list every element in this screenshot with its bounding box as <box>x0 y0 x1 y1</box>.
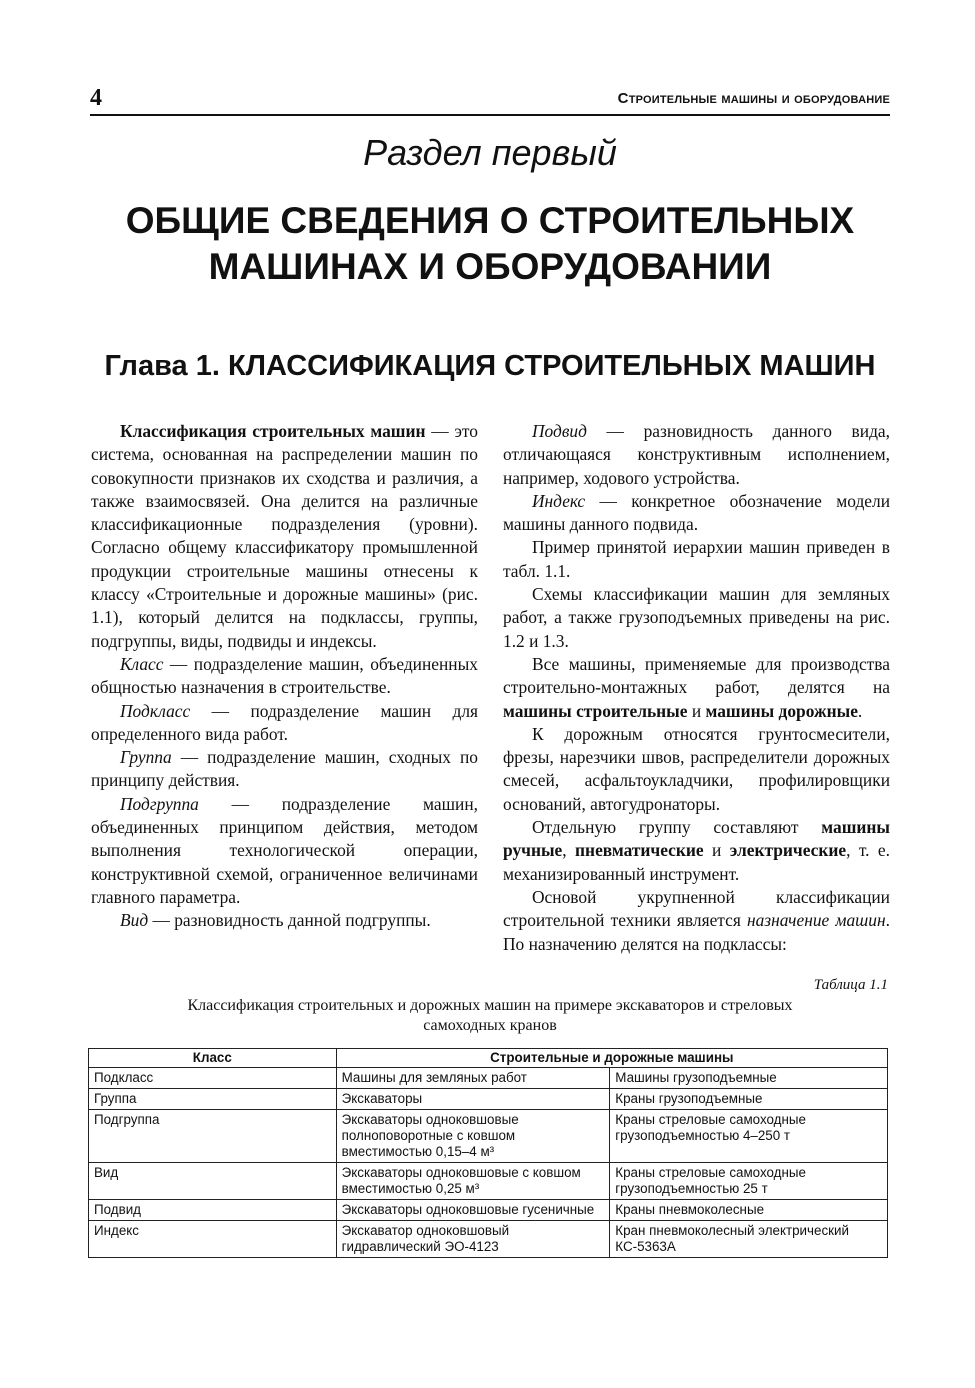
paragraph: Схемы классификации машин для земляных работ, а также грузоподъемных приведены на рис. 1.2 и 1.3. <box>503 584 890 651</box>
table-caption: Таблица 1.1 <box>813 977 888 993</box>
paragraph-text: — подразделение машин для определенного вида работ. <box>91 700 478 744</box>
paragraph-text: , <box>562 840 576 861</box>
table-title-line-1: Классификация строительных и дорожных машин на примере экскаваторов и стреловых <box>187 997 793 1014</box>
term: Подгруппа <box>120 793 199 814</box>
term: Подкласс <box>120 700 191 721</box>
header-rule <box>90 114 890 116</box>
main-title <box>90 198 890 290</box>
paragraph <box>503 816 890 886</box>
term: машины ручные <box>503 817 890 861</box>
term: Группа <box>120 747 172 768</box>
term: Классификация строительных машин <box>120 421 426 441</box>
term: назначение машин <box>746 910 886 931</box>
row-label: Подвид <box>89 1200 337 1221</box>
term: Подвид <box>532 421 587 441</box>
term: пневматические <box>575 840 704 861</box>
table-row <box>89 1200 888 1221</box>
crane-cell: Краны стреловые самоходные грузоподъемностью 4–250 т <box>610 1110 888 1163</box>
table-row <box>89 1221 888 1258</box>
table-title-line-2: самоходных кранов <box>423 1017 557 1034</box>
paragraph <box>91 653 478 700</box>
paragraph-text: Отдельную группу составляют <box>532 817 822 838</box>
excavator-cell: Экскаваторы <box>336 1089 610 1110</box>
paragraph-text: Основой укрупненной классификации строительной техники является <box>503 886 890 931</box>
page-header <box>90 86 890 112</box>
right-column <box>503 420 890 956</box>
main-title-line-2: МАШИНАХ И ОБОРУДОВАНИИ <box>208 246 772 287</box>
table-row <box>89 1068 888 1089</box>
paragraph-text: и <box>687 700 706 721</box>
paragraph-text: — подразделение машин, объединенных общностью назначения в строительстве. <box>91 653 478 698</box>
term: электрические <box>729 840 847 861</box>
paragraph-text: и <box>703 840 730 861</box>
excavator-cell: Экскаваторы одноковшовые гусеничные <box>336 1200 610 1221</box>
term: Класс <box>120 653 164 674</box>
classification-table <box>88 1048 888 1258</box>
paragraph <box>503 490 890 537</box>
paragraph-text: — это система, основанная на распределении машин по совокупности признаков их сходства и различия, а также взаимосвязей. Она делится на различные классификационные подразделения (уровни). Согласно общему классификатору промышленной продукции строительные машины отнесены к классу «Строительные и дорожные машины» (рис. 1.1), который делится на подклассы, группы, подгруппы, виды, подвиды и индексы. <box>91 421 478 651</box>
paragraph <box>503 886 890 956</box>
paragraph <box>91 420 478 653</box>
row-label: Индекс <box>89 1221 337 1258</box>
paragraph-text: , т. е. механизированный инструмент. <box>503 840 890 884</box>
paragraph: Пример принятой иерархии машин приведен в табл. 1.1. <box>503 537 890 581</box>
row-label: Группа <box>89 1089 337 1110</box>
crane-cell: Краны стреловые самоходные грузоподъемностью 25 т <box>610 1163 888 1200</box>
term: машины дорожные <box>705 700 858 721</box>
row-label: Подкласс <box>89 1068 337 1089</box>
term: Вид <box>120 910 149 931</box>
paragraph: К дорожным относятся грунтосмесители, фрезы, нарезчики швов, распределители дорожных смесей, асфальтоукладчики, профилировщики оснований, автогудронаторы. <box>503 723 890 814</box>
row-label: Вид <box>89 1163 337 1200</box>
excavator-cell: Машины для земляных работ <box>336 1068 610 1089</box>
chapter-title: Глава 1. КЛАССИФИКАЦИЯ СТРОИТЕЛЬНЫХ МАШИН <box>104 350 876 382</box>
header-cell-class: Класс <box>89 1049 337 1068</box>
paragraph <box>91 793 478 909</box>
excavator-cell: Экскаваторы одноковшовые полноповоротные с ковшом вместимостью 0,15–4 м³ <box>336 1110 610 1163</box>
paragraph-text: . <box>857 700 863 721</box>
paragraph-text: — разновидность данного вида, отличающаяся конструктивным исполнением, например, ходового устройства. <box>503 421 890 488</box>
term: Индекс <box>532 490 586 511</box>
page-number: 4 <box>90 85 102 111</box>
crane-cell: Машины грузоподъемные <box>610 1068 888 1089</box>
paragraph <box>91 746 478 793</box>
paragraph-text: — подразделение машин, сходных по принципу действия. <box>91 747 478 791</box>
paragraph-text: — подразделение машин, объединенных принципом действия, методом выполнения технологической операции, конструктивной схемой, ограниченное величинами главного параметра. <box>91 793 478 907</box>
paragraph <box>503 653 890 723</box>
excavator-cell: Экскаватор одноковшовый гидравлический ЭО-4123 <box>336 1221 610 1258</box>
header-cell-machines: Строительные и дорожные машины <box>336 1049 887 1068</box>
paragraph-text: — разновидность данной подгруппы. <box>148 910 431 931</box>
table-header-row <box>89 1049 888 1068</box>
table-row <box>89 1110 888 1163</box>
crane-cell: Кран пневмоколесный электрический КС-5363А <box>610 1221 888 1258</box>
paragraph <box>91 700 478 747</box>
paragraph <box>91 909 478 932</box>
crane-cell: Краны грузоподъемные <box>610 1089 888 1110</box>
row-label: Подгруппа <box>89 1110 337 1163</box>
main-title-line-1: ОБЩИЕ СВЕДЕНИЯ О СТРОИТЕЛЬНЫХ <box>125 200 855 241</box>
paragraph-text: — конкретное обозначение модели машины данного подвида. <box>503 490 890 535</box>
excavator-cell: Экскаваторы одноковшовые с ковшом вместимостью 0,25 м³ <box>336 1163 610 1200</box>
term: машины строительные <box>503 700 688 721</box>
left-column <box>91 420 478 933</box>
crane-cell: Краны пневмоколесные <box>610 1200 888 1221</box>
running-title: Строительные машины и оборудование <box>617 90 890 107</box>
table-row <box>89 1163 888 1200</box>
table-row <box>89 1089 888 1110</box>
paragraph <box>503 420 890 490</box>
section-label: Раздел первый <box>363 132 617 173</box>
paragraph-text: Все машины, применяемые для производства строительно-монтажных работ, делятся на <box>503 653 890 698</box>
table-title <box>120 996 860 1036</box>
paragraph-text: . По назначению делятся на подклассы: <box>503 910 890 954</box>
